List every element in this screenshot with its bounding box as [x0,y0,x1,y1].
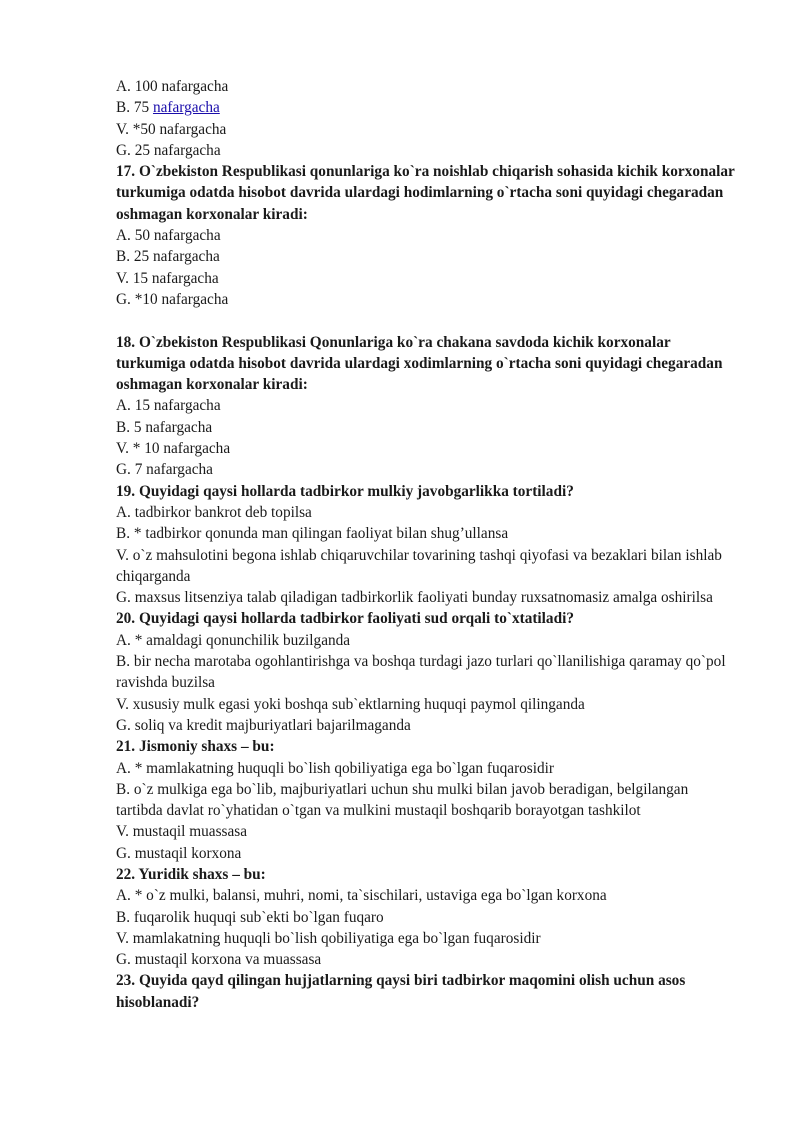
q22-option-g: G. mustaqil korxona va muassasa [116,951,322,969]
q17-option-v: V. 15 nafargacha [116,269,219,287]
q21-option-v: V. mustaqil muassasa [116,823,248,841]
q16-option-b-link[interactable]: nafargacha [152,99,220,117]
q16-option-v: V. *50 nafargacha [116,120,227,138]
q16-option-b [116,97,736,118]
q20-option-g: G. soliq va kredit majburiyatlari bajarilmaganda [116,716,411,734]
q23-question: 23. Quyida qayd qilingan hujjatlarning qaysi biri tadbirkor maqomini olish uchun asos hisoblanadi? [116,972,686,1011]
q19-option-a: A. tadbirkor bankrot deb topilsa [116,503,312,521]
q19-option-g: G. maxsus litsenziya talab qiladigan tadbirkorlik faoliyati bunday ruxsatnomasiz amalga oshirilsa [116,589,713,607]
q18-option-v: V. * 10 nafargacha [116,440,231,458]
q20-option-v: V. xususiy mulk egasi yoki boshqa sub`ektlarning huquqi paymol qilinganda [116,695,585,713]
q18-option-a: A. 15 nafargacha [116,397,221,415]
q22-option-a: A. * o`z mulki, balansi, muhri, nomi, ta`sischilari, ustaviga ega bo`lgan korxona [116,887,607,905]
q18-option-b: B. 5 nafargacha [116,418,213,436]
q16-option-b-prefix: B. 75 [116,99,153,117]
blank-line [116,310,736,331]
q19-question: 19. Quyidagi qaysi hollarda tadbirkor mulkiy javobgarlikka tortiladi? [116,482,574,500]
q22-option-b: B. fuqarolik huquqi sub`ekti bo`lgan fuqaro [116,908,384,926]
q20-option-a: A. * amaldagi qonunchilik buzilganda [116,631,351,649]
q21-option-g: G. mustaqil korxona [116,844,242,862]
q22-option-v: V. mamlakatning huquqli bo`lish qobiliyatiga ega bo`lgan fuqarosidir [116,929,541,947]
q21-question: 21. Jismoniy shaxs – bu: [116,738,275,756]
q17-option-g: G. *10 nafargacha [116,290,229,308]
q21-option-a: A. * mamlakatning huquqli bo`lish qobiliyatiga ega bo`lgan fuqarosidir [116,759,555,777]
q18-question: 18. O`zbekiston Respublikasi Qonunlariga ko`ra chakana savdoda kichik korxonalar turkumiga odatda hisobot davrida ulardagi xodimlarning o`rtacha soni quyidagi chegaradan oshmagan korxonalar kiradi: [116,333,723,394]
q21-option-b: B. o`z mulkiga ega bo`lib, majburiyatlari uchun shu mulki bilan javob beradigan, belgilangan tartibda davlat ro`yhatidan o`tgan va mulkini mustaqil boshqarib borayotgan tashkilot [116,780,689,820]
q22-question: 22. Yuridik shaxs – bu: [116,865,266,883]
q17-option-a: A. 50 nafargacha [116,227,221,245]
q20-question: 20. Quyidagi qaysi hollarda tadbirkor faoliyati sud orqali to`xtatiladi? [116,610,574,628]
q19-option-v: V. o`z mahsulotini begona ishlab chiqaruvchilar tovarining tashqi qiyofasi va bezaklari bilan ishlab chiqarganda [116,546,722,585]
q20-option-b: B. bir necha marotaba ogohlantirishga va boshqa turdagi jazo turlari qo`llanilishiga qaramay qo`pol ravishda buzilsa [116,653,726,692]
q18-option-g: G. 7 nafargacha [116,461,213,479]
q16-option-g: G. 25 nafargacha [116,141,221,159]
q17-option-b: B. 25 nafargacha [116,248,220,266]
q16-option-a: A. 100 nafargacha [116,78,229,95]
q19-option-b: B. * tadbirkor qonunda man qilingan faoliyat bilan shug’ullansa [116,525,509,543]
document-page [116,76,736,1013]
q17-question: 17. O`zbekiston Respublikasi qonunlariga ko`ra noishlab chiqarish sohasida kichik korxonalar turkumiga odatda hisobot davrida ulardagi hodimlarning o`rtacha soni quyidagi chegaradan oshmagan korxonalar kiradi: [116,163,735,223]
